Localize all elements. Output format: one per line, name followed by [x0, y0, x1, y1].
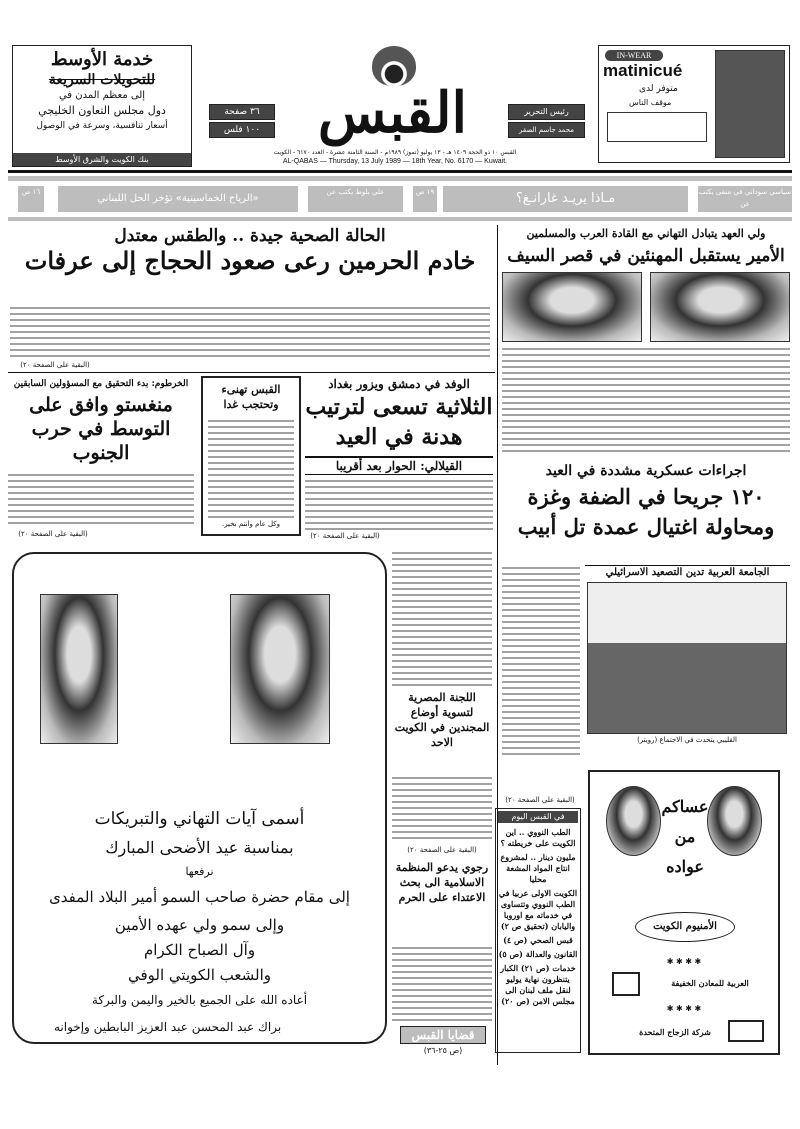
israel-body: [502, 565, 580, 755]
editor-title: رئيس التحرير: [508, 104, 585, 120]
teaser-lebanon[interactable]: [58, 186, 298, 212]
ad-left-line2: للتحويلات السريعة: [48, 72, 156, 88]
index-title: في القبس اليوم: [498, 811, 578, 823]
greeting-signature: براك عبد المحسن عبد العزيز البابطين وإخوانه: [54, 1020, 282, 1034]
crown-prince-portrait: [40, 594, 118, 744]
egypt-headline[interactable]: اللجنة المصرية لتسوية أوضاع المجندين في الكويت الاحد: [394, 691, 490, 749]
ad-left-line1: خدمة الأوسط: [50, 49, 154, 70]
israel-headline[interactable]: ١٢٠ جريحا في الضفة وغزة ومحاولة اغتيال عمدة تل أبيب: [517, 484, 775, 539]
amir-portrait: [230, 594, 330, 744]
sudan-body: [8, 472, 194, 527]
ad-portrait-right: [707, 786, 762, 856]
amir-headline[interactable]: الأمير يستقبل المهنئين في قصر السيف: [507, 246, 785, 266]
company-ad-company1: العربية للمعادن الخفيفة: [671, 978, 749, 988]
editor-name: محمد جاسم الصقر: [508, 122, 585, 138]
greeting-line: أعاده الله على الجميع بالخير واليمن والبركة: [91, 993, 308, 1007]
ad-left-line4: دول مجلس التعاون الخليجي: [38, 104, 166, 117]
ad-left-line5: أسعار تنافسية، وسرعة في الوصول: [36, 121, 168, 131]
company-ad-title: عساكم من عواده: [661, 797, 709, 876]
sudan-headline[interactable]: منغستو وافق على التوسط في حرب الجنوب: [29, 394, 173, 464]
pages-count: ٣٦ صفحة: [209, 104, 275, 120]
caption-text: القليبي يتحدث في الاجتماع: [659, 736, 737, 744]
price: ١٠٠ فلس: [209, 122, 275, 138]
qabas-box-title: القبس تهنىء وتحتجب غدا: [221, 383, 281, 411]
index-item[interactable]: خدمات (ص ٢١) الكبار يتنظرون نهاية يوليو لنقل ملف لبنان الى مجلس الامن (ص ٢٠): [500, 963, 576, 1006]
main-kicker: الحالة الصحية جيدة .. والطقس معتدل: [114, 226, 386, 246]
teaser-text: «الرياح الخماسينية» تؤخر الحل اللبناني: [97, 193, 259, 204]
sudan-continued: (البقية على الصفحة ٢٠): [18, 530, 88, 538]
main-headline[interactable]: خادم الحرمين رعى صعود الحجاج إلى عرفات: [24, 246, 476, 275]
stars-divider: ✱ ✱ ✱ ✱: [666, 1004, 702, 1013]
index-item[interactable]: الطب النووي .. اين الكويت على خريطته ؟: [500, 827, 576, 848]
company-ad: [588, 770, 780, 1055]
crown-prince-photo: [502, 272, 642, 342]
israel-kicker: اجراءات عسكرية مشددة في العيد: [545, 463, 747, 479]
index-box: [495, 808, 581, 1053]
ad-right-line2: موقف الناس: [629, 98, 672, 107]
lebanon-sub: القيلالي: الحوار بعد أقريبا: [305, 456, 493, 475]
teaser-strip: [8, 184, 792, 214]
israel-sub: الجامعة العربية تدين التصعيد الاسرائيلي: [585, 565, 790, 580]
amir-photo: [650, 272, 790, 342]
ad-right-signature-icon: [607, 112, 707, 142]
greeting-line: والشعب الكويتي الوفي: [128, 966, 271, 984]
ad-right-line1: متوفر لدى: [639, 84, 678, 94]
greeting-line: إلى مقام حضرة صاحب السمو أمير البلاد المفدى: [49, 888, 350, 906]
ad-left: [12, 45, 192, 167]
sudan-kicker: الخرطوم: بدء التحقيق مع المسؤولين السابقين: [13, 379, 189, 389]
caption-credit: (رويتر): [637, 736, 658, 744]
index-item[interactable]: مليون دينار .. لمشروع انتاج المواد المشعة محليا: [500, 852, 576, 884]
greeting-line: وآل الصباح الكرام: [143, 941, 256, 959]
divider: [8, 372, 495, 373]
arab-league-photo: [587, 582, 787, 734]
lebanon-body: [305, 478, 493, 530]
lebanon-kicker: الوفد في دمشق ويزور بغداد: [328, 377, 470, 391]
teaser-sudan[interactable]: [698, 186, 792, 212]
israel-continued: (البقية على الصفحة ٢٠): [505, 796, 575, 804]
greeting-line: نرفعها: [185, 865, 214, 878]
ad-left-footer: بنك الكويت والشرق الأوسط: [13, 153, 191, 166]
teaser-strip-bottom: [8, 217, 792, 221]
rajavi-body: [392, 945, 492, 1021]
date-line-en: AL-QABAS — Thursday, 13 July 1989 — 18th Year, No. 6170 — Kuwait.: [282, 158, 508, 165]
ad-right-brand1: IN-WEAR: [605, 50, 663, 61]
ad-left-line3: إلى معظم المدن في: [58, 90, 146, 101]
ad-portrait-left: [606, 786, 661, 856]
teaser-lebanon-page: ١٦ ص: [18, 186, 44, 212]
index-item[interactable]: قبس الصحي (ص ٤): [503, 935, 573, 945]
greeting-line: أسمى آيات التهاني والتبريكات: [94, 809, 305, 829]
index-item[interactable]: الكويت الاولى عربيا في الطب النووي وتتساوى في خدماته مع اوروبا واليابان (تحقيق ص ٢): [498, 888, 578, 931]
photo-caption: [587, 736, 787, 744]
alm-logo-icon: [612, 972, 640, 996]
teaser-ali-balout[interactable]: [308, 186, 403, 212]
masthead-rule: [8, 170, 792, 173]
greeting-line: وإلى سمو ولي عهده الأمين: [114, 916, 285, 934]
qabas-box-signoff: وكل عام وانتم بخير.: [221, 520, 281, 528]
company-ad-oval: الأمنيوم الكويت: [635, 912, 735, 942]
glass-logo-icon: [728, 1020, 764, 1042]
date-line-ar: القبس ١٠ ذو الحجة ١٤٠٩ هـ - ١٣ يوليو (تموز) ١٩٨٩م - السنة الثامنة عشرة - العدد ٦١٧٠ - الكويت: [273, 149, 517, 156]
stars-divider: ✱ ✱ ✱ ✱: [666, 957, 702, 966]
logo: القبس: [317, 80, 468, 146]
qabas-box-body: [208, 418, 294, 518]
teaser-garang-page: ١٩ ص: [413, 186, 437, 212]
lebanon-body-cont: [392, 550, 492, 686]
ad-right: [598, 45, 790, 163]
teaser-text: علي بلوط يكتب عن: [326, 188, 385, 196]
greeting-ad: [12, 552, 387, 1044]
qabas-greeting-box: [201, 376, 301, 536]
teaser-strip-top: [8, 176, 792, 181]
main-body: [10, 305, 490, 360]
qadaya-title[interactable]: قضايا القبس: [400, 1026, 486, 1044]
index-item[interactable]: القانون والعدالة (ص ٥): [498, 949, 578, 959]
ad-right-brand2: matinicué: [603, 61, 683, 80]
teaser-text: سياسي سوداني في منفى يكتب عن: [698, 188, 792, 208]
egypt-body: [392, 775, 492, 843]
qadaya-pages: (ص ٢٥-٣٦): [423, 1046, 463, 1055]
company-ad-company2: شركة الزجاج المتحدة: [639, 1027, 711, 1037]
main-continued: (البقية على الصفحة ٢٠): [20, 361, 90, 369]
teaser-garang[interactable]: [443, 186, 688, 212]
egypt-continued: (البقية على الصفحة ٢٠): [407, 846, 477, 854]
teaser-text: مـاذا يريـد غارانـغ؟: [515, 191, 616, 206]
lebanon-continued: (البقية على الصفحة ٢٠): [310, 532, 380, 540]
rajavi-headline[interactable]: رجوي يدعو المنظمة الاسلامية الى بحث الاعتداء على الحرم: [395, 861, 489, 904]
lebanon-headline[interactable]: الثلاثية تسعى لترتيب هدنة في العيد: [305, 394, 493, 450]
amir-kicker: ولي العهد يتبادل التهاني مع القادة العرب والمسلمين: [526, 227, 766, 240]
amir-body: [502, 346, 790, 454]
ad-right-photo: [715, 50, 785, 158]
greeting-line: بمناسبة عيد الأضحى المبارك: [105, 838, 294, 857]
